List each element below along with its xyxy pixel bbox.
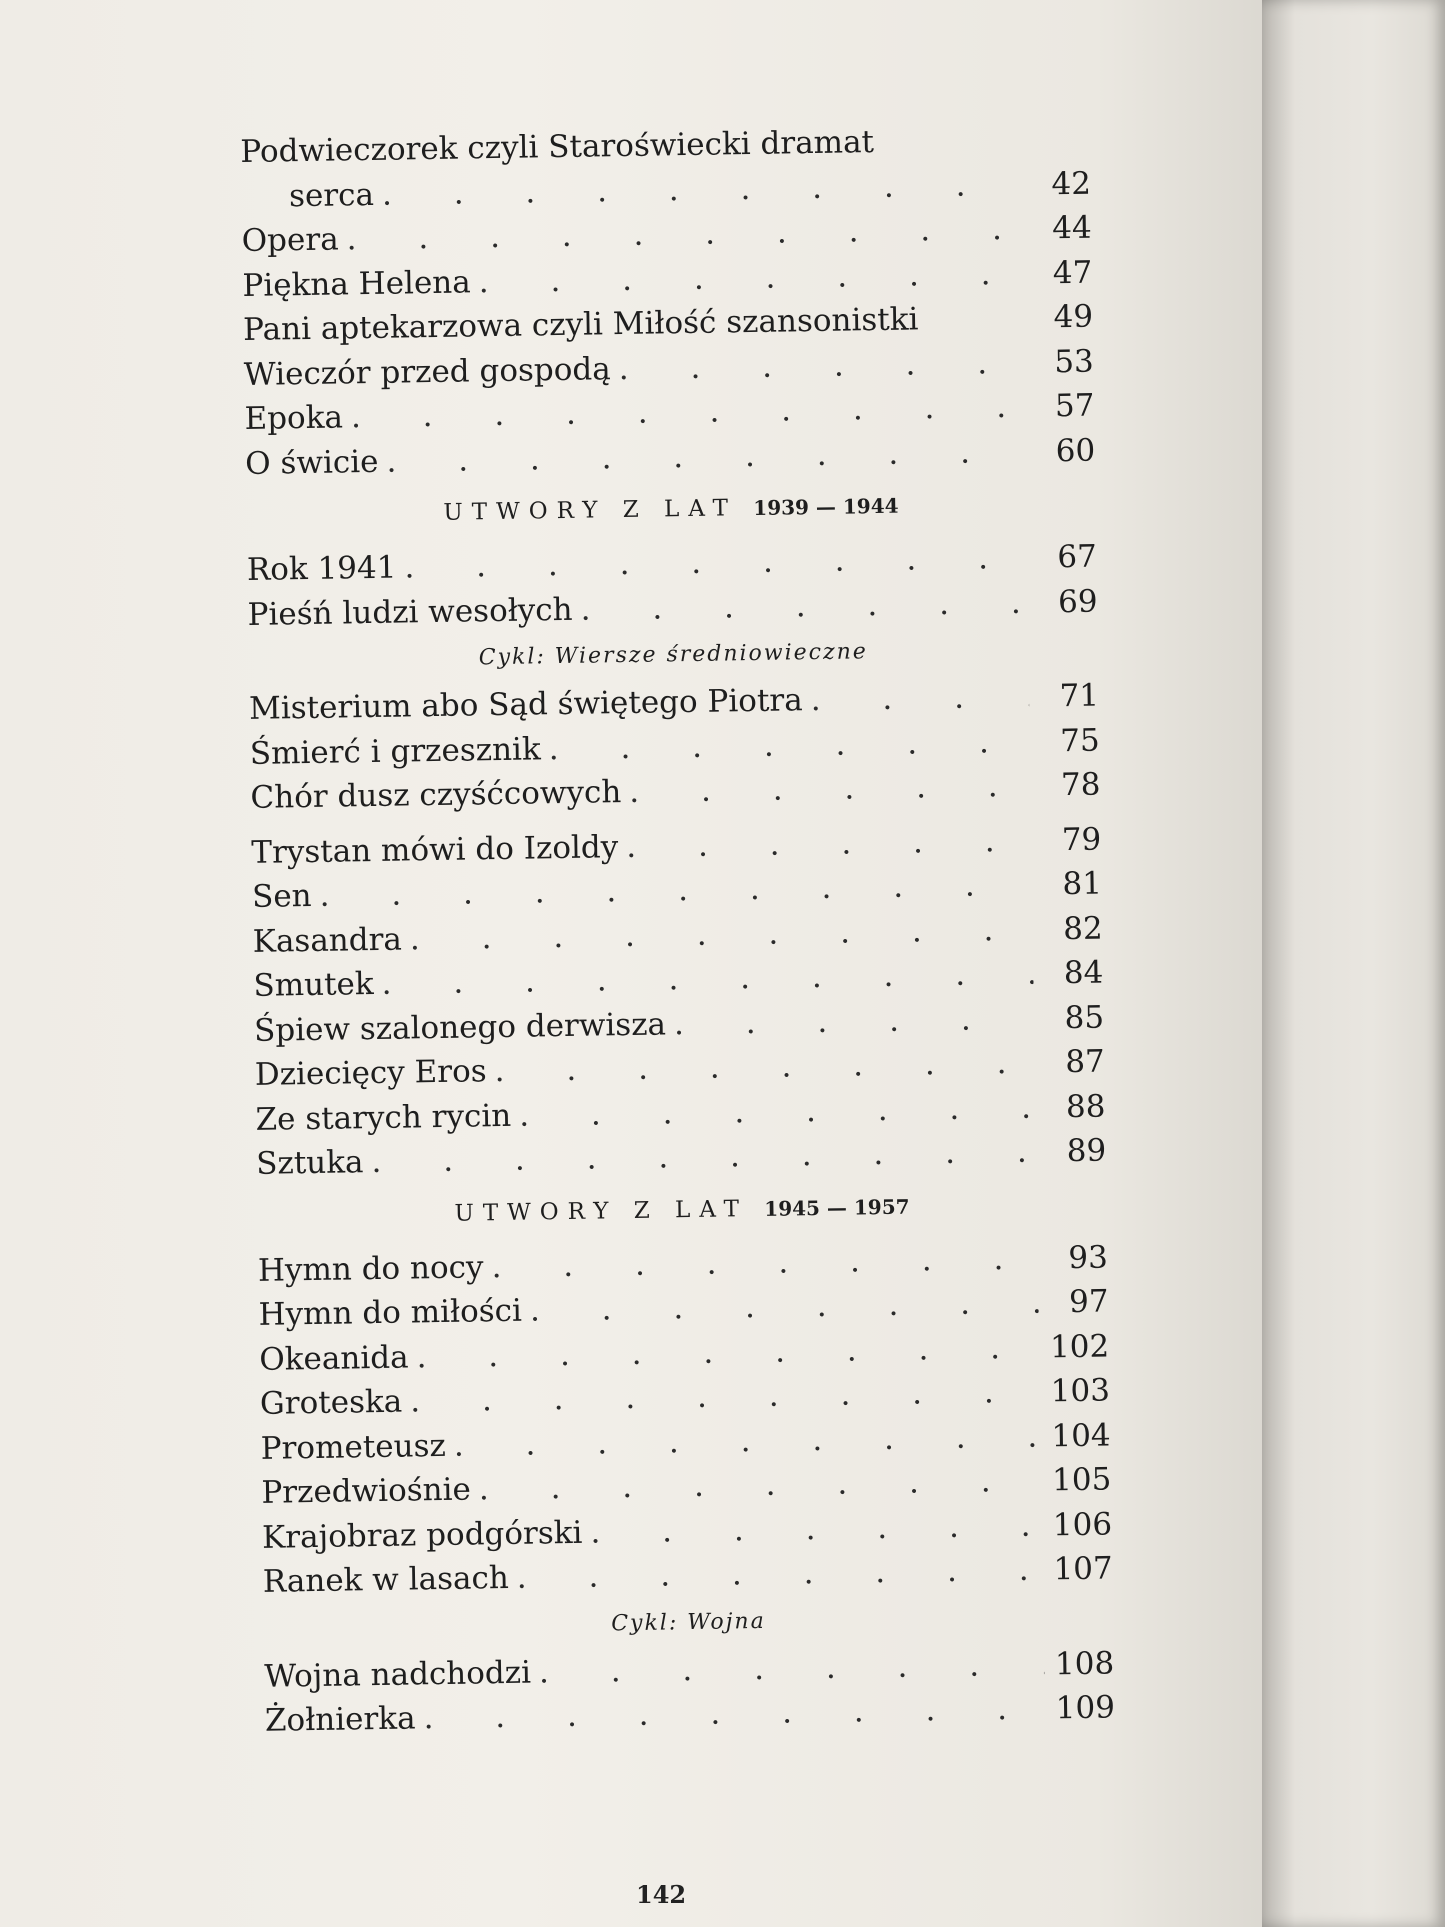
toc-entry-page: 71 — [1059, 677, 1100, 715]
toc-entry-page: 97 — [1068, 1283, 1109, 1321]
toc-entry-page: 44 — [1051, 209, 1092, 247]
toc-entry-page: 49 — [1053, 298, 1094, 336]
toc-entry-title: Pani aptekarzowa czyli Miłość szansonistki — [242, 301, 919, 348]
toc-entry-page: 78 — [1060, 766, 1101, 804]
toc-entry-page: 102 — [1049, 1327, 1110, 1365]
dot-leader — [629, 764, 1031, 815]
toc-entry-title: Hymn do miłości — [258, 1292, 523, 1333]
toc-entry-title: Piękna Helena — [242, 263, 471, 304]
toc-entry-page: 93 — [1068, 1239, 1109, 1276]
toc-entry-title: serca — [288, 176, 375, 214]
toc-entry-page: 89 — [1066, 1132, 1107, 1170]
toc-entry-title: Żołnierka — [264, 1700, 416, 1739]
toc-entry-page: 60 — [1055, 432, 1096, 469]
toc-entry-page: 47 — [1052, 254, 1093, 291]
cycle-heading: Cykl: Wojna — [611, 1608, 766, 1636]
toc-entry-title: Sen — [251, 877, 312, 915]
toc-entry-title: Misterium abo Sąd świętego Piotra — [248, 682, 803, 727]
toc-entry-page: 81 — [1062, 865, 1103, 903]
toc-entry-page: 84 — [1063, 954, 1104, 992]
toc-entry-title: Prometeusz — [260, 1427, 447, 1467]
dot-leader — [626, 818, 1032, 869]
toc-entry-page: 82 — [1062, 910, 1103, 947]
toc-entry-title: Sztuka — [255, 1144, 364, 1182]
toc-entry-title: Wojna nadchodzi — [264, 1654, 532, 1695]
toc-entry-page: 53 — [1054, 343, 1095, 380]
toc-entry-page: 69 — [1057, 583, 1098, 620]
dot-leader — [516, 1548, 1043, 1601]
dot-leader — [882, 150, 1020, 152]
toc-entry-page: 87 — [1065, 1043, 1106, 1081]
dot-leader — [810, 675, 1029, 723]
toc-entry-title: Okeanida — [259, 1339, 409, 1378]
toc-entry-title: Wieczór przed gospodą — [243, 350, 611, 393]
dot-leader — [674, 996, 1035, 1046]
dot-leader — [580, 580, 1028, 632]
table-of-contents — [240, 117, 1115, 1744]
dot-leader — [927, 328, 1024, 330]
toc-entry-page: 57 — [1054, 387, 1095, 425]
toc-entry-title: Dziecięcy Eros — [254, 1053, 487, 1093]
toc-entry-title: Ze starych rycin — [255, 1097, 512, 1138]
toc-entry-page: 103 — [1050, 1372, 1111, 1410]
dot-leader — [539, 1642, 1045, 1694]
dot-leader — [618, 340, 1024, 391]
toc-entry-title: Ranek w lasach — [262, 1559, 510, 1600]
dot-leader — [548, 719, 1030, 771]
toc-entry-page: 109 — [1055, 1689, 1116, 1727]
toc-entry-page: 79 — [1061, 821, 1102, 858]
toc-entry-page: 75 — [1059, 722, 1100, 759]
toc-entry-page: 67 — [1057, 538, 1098, 576]
toc-entry-title: Przedwiośnie — [261, 1471, 472, 1511]
toc-entry-page: 85 — [1064, 999, 1105, 1036]
toc-entry-title: Pieśń ludzi wesołych — [247, 591, 573, 633]
toc-entry-page: 104 — [1051, 1416, 1111, 1454]
toc-entry-page: 108 — [1054, 1644, 1115, 1682]
toc-entry-page: 42 — [1051, 165, 1092, 202]
toc-entry-page: 88 — [1065, 1088, 1106, 1125]
dot-leader — [590, 1503, 1042, 1555]
toc-entry-title: Trystan mówi do Izoldy — [251, 828, 619, 871]
toc-entry-title: O świcie — [244, 443, 379, 482]
toc-entry-title: Śpiew szalonego derwisza — [253, 1005, 667, 1049]
toc-entry-page — [1020, 149, 1090, 150]
toc-entry-title: Smutek — [253, 966, 374, 1004]
toc-entry-title: Hymn do nocy — [257, 1248, 484, 1289]
facing-page-edge — [1262, 0, 1445, 1927]
cycle-heading: Cykl: Wiersze średniowieczne — [478, 639, 868, 671]
page-number: 142 — [636, 1880, 687, 1909]
toc-entry-title: Podwieczorek czyli Staroświecki dramat — [240, 124, 875, 170]
toc-entry-page: 107 — [1053, 1550, 1113, 1588]
toc-entry-title: Kasandra — [252, 921, 403, 960]
section-heading-years: 1939 — 1944 — [753, 493, 899, 520]
toc-entry-title: Opera — [241, 221, 339, 259]
toc-entry-title: Rok 1941 — [246, 549, 397, 588]
toc-entry-title: Groteska — [259, 1383, 403, 1422]
section-heading-years: 1945 — 1957 — [764, 1194, 910, 1221]
toc-entry-title: Epoka — [244, 399, 344, 437]
section-heading-text: UTWORY Z LAT — [454, 1195, 749, 1227]
toc-entry-title: Śmierć i grzesznik — [249, 730, 541, 772]
toc-entry-page: 106 — [1052, 1505, 1113, 1543]
toc-entry-title: Chór dusz czyśćcowych — [250, 774, 622, 816]
section-heading-text: UTWORY Z LAT — [443, 495, 738, 526]
toc-entry-page: 105 — [1051, 1461, 1112, 1499]
dot-leader — [530, 1281, 1039, 1333]
toc-entry-title: Krajobraz podgórski — [261, 1514, 583, 1556]
